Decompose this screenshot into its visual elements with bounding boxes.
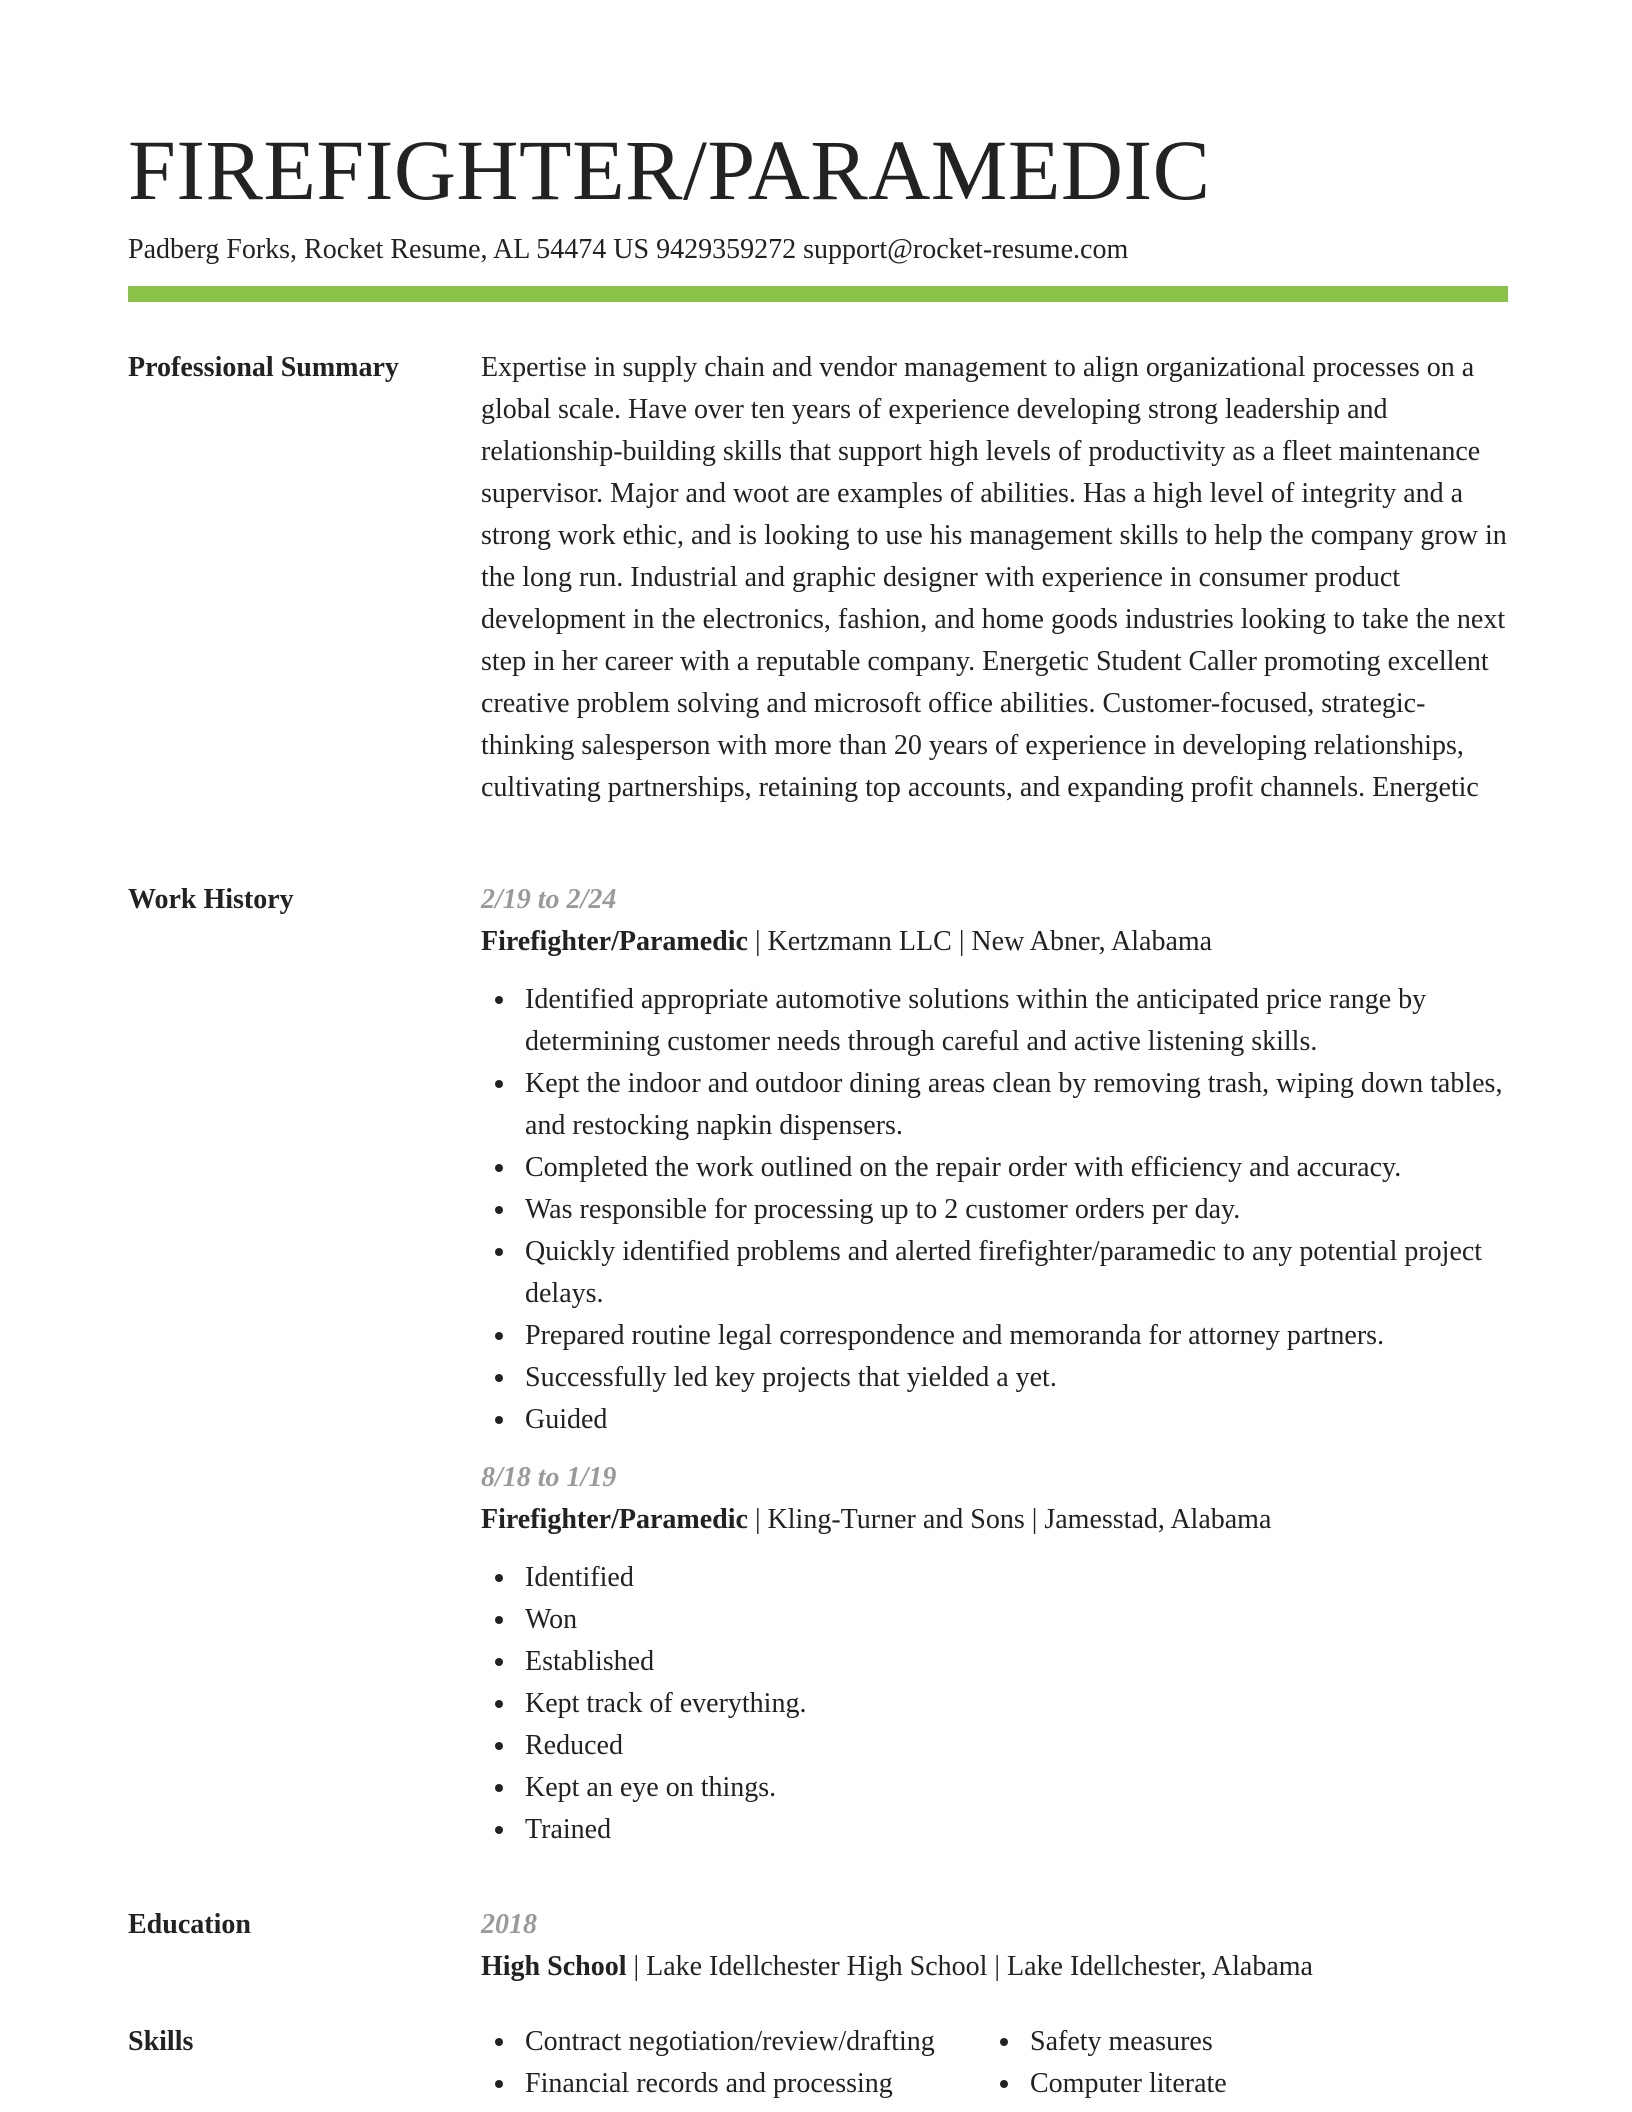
contact-phone: 9429359272: [656, 234, 797, 265]
job-bullet: Guided: [481, 1399, 1508, 1441]
job-role: [481, 1499, 1508, 1541]
job-bullet: Kept track of everything.: [481, 1683, 1508, 1725]
job-details: | Kling-Turner and Sons | Jamesstad, Alabama: [747, 1504, 1272, 1535]
skill-item: Safety measures: [986, 2021, 1491, 2063]
job-bullet: Quickly identified problems and alerted firefighter/paramedic to any potential project delays.: [481, 1231, 1508, 1315]
job-bullet: Identified: [481, 1557, 1508, 1599]
skills-column-2: [986, 2021, 1491, 2105]
education-date: 2018: [481, 1909, 537, 1940]
skills-list: [986, 2021, 1491, 2105]
job-bullet: Successfully led key projects that yielded a yet.: [481, 1357, 1508, 1399]
contact-line: [128, 232, 1128, 268]
job-title: Firefighter/Paramedic: [481, 926, 748, 957]
job-entry: [481, 1457, 1508, 1851]
job-title: Firefighter/Paramedic: [481, 1504, 748, 1535]
contact-email: support@rocket-resume.com: [803, 234, 1129, 265]
contact-address: Padberg Forks, Rocket Resume, AL 54474 US: [128, 234, 650, 265]
summary-heading: Professional Summary: [128, 352, 399, 383]
job-bullet: Identified appropriate automotive solutions within the anticipated price range by determining customer needs through careful and active listening skills.: [481, 979, 1508, 1063]
skill-item: Financial records and processing: [481, 2063, 986, 2105]
job-bullet: Completed the work outlined on the repair order with efficiency and accuracy.: [481, 1147, 1508, 1189]
work-history-heading: Work History: [128, 884, 294, 915]
job-bullets: [481, 979, 1508, 1441]
job-bullet: Won: [481, 1599, 1508, 1641]
job-dates: 8/18 to 1/19: [481, 1462, 617, 1493]
summary-text: Expertise in supply chain and vendor management to align organizational processes on a global scale. Have over ten years of experience developing strong leadership and relationship-building skills that support high levels of productivity as a fleet maintenance supervisor. Major and woot are examples of abilities. Has a high level of integrity and a strong work ethic, and is looking to use his management skills to help the company grow in the long run. Industrial and graphic designer with experience in consumer product development in the electronics, fashion, and home goods industries looking to take the next step in her career with a reputable company. Energetic Student Caller promoting excellent creative problem solving and microsoft office abilities. Customer-focused, strategic-thinking salesperson with more than 20 years of experience in developing relationships, cultivating partnerships, retaining top accounts, and expanding profit channels. Energetic: [481, 352, 1507, 803]
job-bullet: Prepared routine legal correspondence and memoranda for attorney partners.: [481, 1315, 1508, 1357]
skill-item: Computer literate: [986, 2063, 1491, 2105]
job-details: | Kertzmann LLC | New Abner, Alabama: [747, 926, 1213, 957]
skills-heading: Skills: [128, 2026, 194, 2057]
summary-body: [481, 347, 1508, 809]
job-entry: [481, 879, 1508, 1441]
job-bullet: Trained: [481, 1809, 1508, 1851]
header-divider: [128, 286, 1508, 302]
skills-columns: [481, 2021, 1508, 2105]
skills-column-1: [481, 2021, 986, 2105]
skill-item: Contract negotiation/review/drafting: [481, 2021, 986, 2063]
resume-name: FIREFIGHTER/PARAMEDIC: [128, 122, 1211, 218]
job-dates: 2/19 to 2/24: [481, 884, 617, 915]
education-heading: Education: [128, 1909, 251, 1940]
job-bullet: Kept an eye on things.: [481, 1767, 1508, 1809]
skills-list: [481, 2021, 986, 2105]
education-degree: High School: [481, 1951, 627, 1982]
skills-body: [481, 2021, 1508, 2105]
job-bullet: Was responsible for processing up to 2 customer orders per day.: [481, 1189, 1508, 1231]
education-entry: [481, 1946, 1508, 1988]
job-role: [481, 921, 1508, 963]
job-bullet: Kept the indoor and outdoor dining areas clean by removing trash, wiping down tables, and restocking napkin dispensers.: [481, 1063, 1508, 1147]
job-bullet: Established: [481, 1641, 1508, 1683]
job-bullet: Reduced: [481, 1725, 1508, 1767]
education-details: | Lake Idellchester High School | Lake Idellchester, Alabama: [626, 1951, 1313, 1982]
job-bullets: [481, 1557, 1508, 1851]
education-body: [481, 1904, 1508, 1988]
work-history-body: [481, 879, 1508, 1851]
